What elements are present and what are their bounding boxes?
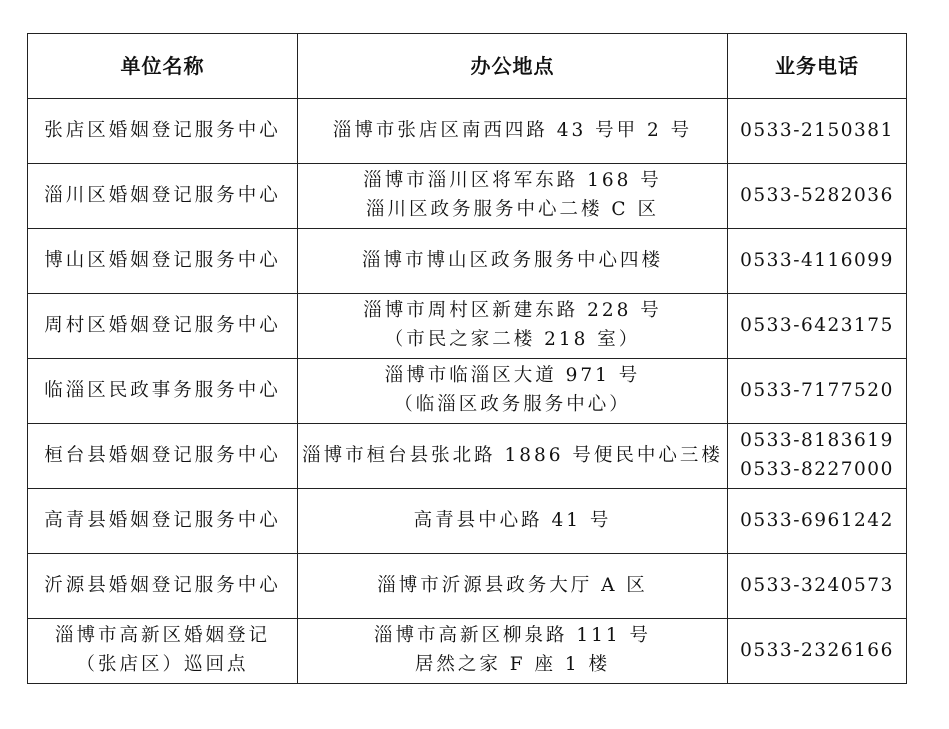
cell-business-phone-line: 0533-4116099 xyxy=(740,249,894,271)
cell-business-phone-line: 0533-6961242 xyxy=(740,509,894,531)
cell-business-phone-line: 0533-2150381 xyxy=(740,119,894,141)
cell-office-address xyxy=(298,229,728,294)
cell-business-phone-line: 0533-5282036 xyxy=(740,184,894,206)
cell-unit-name xyxy=(28,489,298,554)
cell-office-address xyxy=(298,294,728,359)
cell-unit-name xyxy=(28,229,298,294)
cell-business-phone xyxy=(728,294,907,359)
header-unit-name: 单位名称 xyxy=(28,34,298,99)
cell-office-address-line: 淄博市高新区柳泉路 111 号 xyxy=(373,625,652,647)
cell-unit-name-line: 张店区婚姻登记服务中心 xyxy=(44,119,281,141)
cell-business-phone xyxy=(728,164,907,229)
cell-business-phone-line: 0533-7177520 xyxy=(740,379,894,401)
cell-business-phone-line: 0533-6423175 xyxy=(740,314,894,336)
cell-business-phone xyxy=(728,489,907,554)
cell-unit-name-line: （张店区）巡回点 xyxy=(76,654,249,675)
cell-unit-name xyxy=(28,164,298,229)
cell-office-address-line: 高青县中心路 41 号 xyxy=(413,509,612,531)
table-row xyxy=(28,619,907,684)
header-business-phone: 业务电话 xyxy=(728,34,907,99)
cell-office-address xyxy=(298,424,728,489)
cell-business-phone xyxy=(728,554,907,619)
cell-business-phone-line: 0533-8227000 xyxy=(740,459,894,480)
cell-office-address xyxy=(298,164,728,229)
cell-office-address-line: 淄博市淄川区将军东路 168 号 xyxy=(363,170,662,192)
cell-office-address xyxy=(298,359,728,424)
cell-unit-name-line: 周村区婚姻登记服务中心 xyxy=(44,314,281,336)
cell-office-address-line: 淄博市临淄区大道 971 号 xyxy=(384,365,641,387)
cell-unit-name-line: 淄川区婚姻登记服务中心 xyxy=(44,184,281,206)
cell-business-phone xyxy=(728,99,907,164)
cell-office-address xyxy=(298,619,728,684)
table-row xyxy=(28,424,907,489)
cell-unit-name xyxy=(28,294,298,359)
table-row xyxy=(28,99,907,164)
cell-unit-name xyxy=(28,99,298,164)
cell-business-phone xyxy=(728,359,907,424)
cell-unit-name xyxy=(28,619,298,684)
cell-office-address-line: 淄博市周村区新建东路 228 号 xyxy=(363,300,662,322)
cell-office-address-line: 淄博市桓台县张北路 1886 号便民中心三楼 xyxy=(302,444,723,466)
cell-office-address-line: 淄博市沂源县政务大厅 A 区 xyxy=(377,574,648,596)
header-office-address: 办公地点 xyxy=(298,34,728,99)
cell-business-phone xyxy=(728,229,907,294)
cell-unit-name-line: 博山区婚姻登记服务中心 xyxy=(44,249,281,271)
table-row xyxy=(28,294,907,359)
cell-office-address xyxy=(298,489,728,554)
cell-office-address xyxy=(298,554,728,619)
cell-business-phone xyxy=(728,619,907,684)
table-row xyxy=(28,554,907,619)
cell-office-address-line: （市民之家二楼 218 室） xyxy=(384,329,641,350)
cell-unit-name xyxy=(28,424,298,489)
cell-office-address-line: 淄博市张店区南西四路 43 号甲 2 号 xyxy=(332,119,693,141)
marriage-registration-office-table xyxy=(27,33,907,684)
cell-office-address-line: （临淄区政务服务中心） xyxy=(394,394,631,415)
cell-office-address-line: 淄川区政务服务中心二楼 C 区 xyxy=(366,199,659,220)
cell-business-phone-line: 0533-2326166 xyxy=(740,639,894,661)
table-row xyxy=(28,359,907,424)
cell-unit-name-line: 淄博市高新区婚姻登记 xyxy=(54,625,270,647)
cell-office-address-line: 居然之家 F 座 1 楼 xyxy=(414,654,611,675)
table-row xyxy=(28,489,907,554)
cell-unit-name-line: 高青县婚姻登记服务中心 xyxy=(44,509,281,531)
table-row xyxy=(28,229,907,294)
cell-office-address xyxy=(298,99,728,164)
cell-office-address-line: 淄博市博山区政务服务中心四楼 xyxy=(361,249,663,271)
cell-unit-name xyxy=(28,359,298,424)
table-row xyxy=(28,164,907,229)
cell-business-phone-line: 0533-8183619 xyxy=(740,430,894,452)
cell-unit-name-line: 临淄区民政事务服务中心 xyxy=(44,379,281,401)
cell-unit-name xyxy=(28,554,298,619)
table-body xyxy=(28,99,907,684)
table-header-row xyxy=(28,34,907,99)
cell-business-phone-line: 0533-3240573 xyxy=(740,574,894,596)
cell-business-phone xyxy=(728,424,907,489)
cell-unit-name-line: 沂源县婚姻登记服务中心 xyxy=(44,574,281,596)
cell-unit-name-line: 桓台县婚姻登记服务中心 xyxy=(44,444,281,466)
